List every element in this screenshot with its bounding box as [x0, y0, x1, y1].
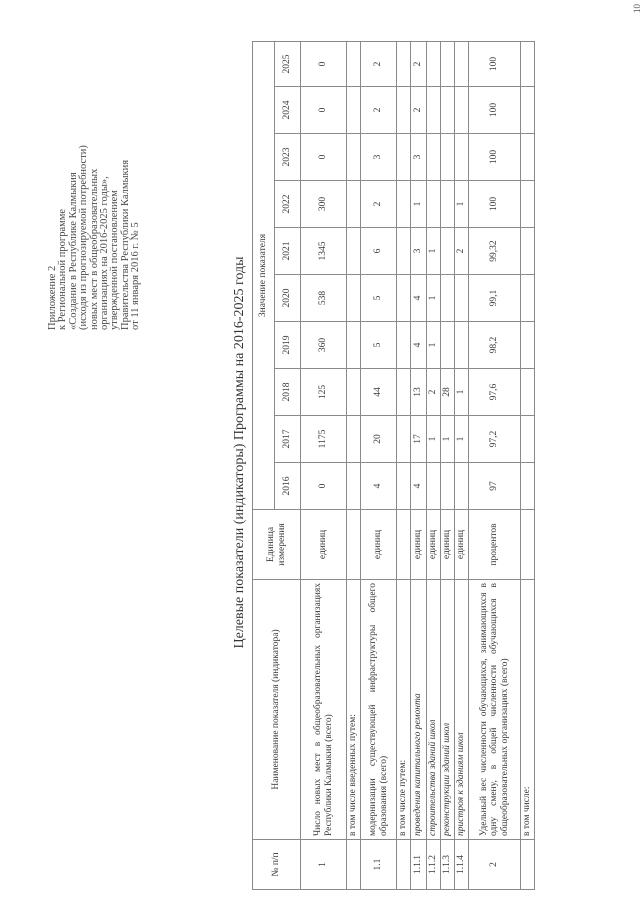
unit-cell: единиц: [455, 510, 469, 580]
value-cell: [427, 87, 441, 134]
value-cell: [347, 87, 361, 134]
value-cell: 100: [469, 134, 521, 181]
value-cell: [397, 41, 411, 86]
value-cell: [441, 463, 455, 510]
unit-cell: единиц: [301, 510, 347, 580]
year-header: 2020: [275, 275, 301, 322]
indicator-name: в том числе путем:: [397, 580, 411, 840]
value-cell: [521, 134, 535, 181]
value-cell: [455, 41, 469, 86]
value-cell: 97: [469, 463, 521, 510]
value-cell: 0: [301, 41, 347, 86]
table-row: [397, 41, 411, 889]
value-cell: 20: [361, 416, 397, 463]
value-cell: 1: [427, 322, 441, 369]
appendix-line: Правительства Республики Калмыкия: [119, 159, 131, 330]
value-cell: 99,32: [469, 228, 521, 275]
value-cell: 100: [469, 87, 521, 134]
year-header: 2025: [275, 41, 301, 86]
value-cell: [397, 181, 411, 228]
indicator-name: проведения капитального ремонта: [411, 580, 427, 840]
value-cell: 97,2: [469, 416, 521, 463]
value-cell: 1: [411, 181, 427, 228]
value-cell: 4: [411, 463, 427, 510]
value-cell: 44: [361, 369, 397, 416]
value-cell: [347, 322, 361, 369]
value-cell: 13: [411, 369, 427, 416]
document-title: Целевые показатели (индикаторы) Программы на 2016-2025 годы: [232, 256, 247, 649]
value-cell: [397, 134, 411, 181]
indicator-name: Удельный вес численности обучающихся, занимающихся в одну смену, в общей численности обучающихся в общеобразовательных организациях (всего): [469, 580, 521, 840]
value-cell: 0: [301, 87, 347, 134]
value-cell: 1: [427, 228, 441, 275]
appendix-line: утвержденной постановлением: [109, 190, 121, 330]
value-cell: [427, 134, 441, 181]
unit-cell: единиц: [427, 510, 441, 580]
value-cell: [441, 134, 455, 181]
table-row: [347, 41, 361, 889]
value-cell: [455, 463, 469, 510]
value-cell: [441, 181, 455, 228]
value-cell: 1: [455, 369, 469, 416]
value-cell: 360: [301, 322, 347, 369]
value-cell: 2: [411, 41, 427, 86]
value-cell: [521, 463, 535, 510]
header-name: Наименование показателя (индикатора): [253, 580, 301, 840]
value-cell: 3: [411, 134, 427, 181]
indicator-name: модернизации существующей инфраструктуры общего образования (всего): [361, 580, 397, 840]
year-header: 2024: [275, 87, 301, 134]
value-cell: [521, 275, 535, 322]
table-row: [361, 41, 397, 889]
appendix-line: от 11 января 2016 г. № 5: [130, 222, 142, 330]
table-row: [411, 41, 427, 889]
page-number: 10: [632, 4, 642, 13]
value-cell: [427, 181, 441, 228]
value-cell: [347, 369, 361, 416]
value-cell: [455, 275, 469, 322]
value-cell: 2: [411, 87, 427, 134]
value-cell: 2: [455, 228, 469, 275]
row-number: 1.1: [361, 840, 397, 890]
appendix-line: к Региональной программе: [57, 208, 69, 330]
value-cell: [347, 228, 361, 275]
row-number: 2: [469, 840, 521, 890]
value-cell: [347, 181, 361, 228]
value-cell: [397, 369, 411, 416]
value-cell: [441, 41, 455, 86]
appendix-line: организациях на 2016-2025 годы»,: [99, 176, 111, 330]
header-num: № п/п: [253, 840, 301, 890]
value-cell: [427, 41, 441, 86]
indicator-name: в том числе:: [521, 580, 535, 840]
appendix-line: (исходя из прогнозируемой потребности): [78, 145, 90, 330]
value-cell: 1: [455, 181, 469, 228]
unit-cell: единиц: [441, 510, 455, 580]
value-cell: 1: [441, 416, 455, 463]
table-body: [301, 41, 535, 889]
value-cell: [521, 87, 535, 134]
value-cell: 2: [427, 369, 441, 416]
value-cell: 5: [361, 275, 397, 322]
year-header: 2018: [275, 369, 301, 416]
value-cell: 2: [361, 87, 397, 134]
value-cell: [441, 228, 455, 275]
row-number: 1: [301, 840, 347, 890]
value-cell: 1: [427, 275, 441, 322]
row-number: 1.1.2: [427, 840, 441, 890]
value-cell: 4: [411, 322, 427, 369]
year-header: 2023: [275, 134, 301, 181]
value-cell: 17: [411, 416, 427, 463]
indicator-name: в том числе введенных путем:: [347, 580, 361, 840]
value-cell: [347, 134, 361, 181]
value-cell: [455, 134, 469, 181]
value-cell: [521, 41, 535, 86]
value-cell: [347, 463, 361, 510]
value-cell: 1: [455, 416, 469, 463]
year-header: 2017: [275, 416, 301, 463]
header-values: Значение показателя: [253, 41, 275, 509]
value-cell: [455, 87, 469, 134]
row-number: 1.1.1: [411, 840, 427, 890]
row-number: 1.1.3: [441, 840, 455, 890]
indicator-name: пристроя к зданиям школ: [455, 580, 469, 840]
unit-cell: [397, 510, 411, 580]
appendix-line: Приложение 2: [47, 265, 58, 330]
indicator-name: реконструкции зданий школ: [441, 580, 455, 840]
appendix-line: «Создание в Республике Калмыкия: [67, 172, 79, 330]
value-cell: 97,6: [469, 369, 521, 416]
value-cell: 538: [301, 275, 347, 322]
table-row: [469, 41, 521, 889]
value-cell: [397, 463, 411, 510]
row-number: 1.1.4: [455, 840, 469, 890]
table-row: [521, 41, 535, 889]
indicator-name: строительства зданий школ: [427, 580, 441, 840]
appendix-note: [48, 30, 142, 330]
table-row: [455, 41, 469, 889]
value-cell: [521, 228, 535, 275]
value-cell: 98,2: [469, 322, 521, 369]
value-cell: 1175: [301, 416, 347, 463]
value-cell: [397, 228, 411, 275]
table-row: [427, 41, 441, 889]
value-cell: 300: [301, 181, 347, 228]
value-cell: 2: [361, 41, 397, 86]
value-cell: [521, 322, 535, 369]
value-cell: [441, 275, 455, 322]
value-cell: [347, 275, 361, 322]
row-number: [521, 840, 535, 890]
header-unit: Единица измерения: [253, 510, 301, 580]
unit-cell: единиц: [411, 510, 427, 580]
value-cell: 1345: [301, 228, 347, 275]
value-cell: [397, 416, 411, 463]
value-cell: 5: [361, 322, 397, 369]
value-cell: [441, 87, 455, 134]
value-cell: [441, 322, 455, 369]
year-header: 2016: [275, 463, 301, 510]
value-cell: [521, 416, 535, 463]
appendix-line: новых мест в общеобразовательных: [88, 168, 100, 330]
value-cell: 0: [301, 463, 347, 510]
value-cell: 100: [469, 181, 521, 228]
value-cell: 3: [411, 228, 427, 275]
indicator-name: Число новых мест в общеобразовательных организациях Республики Калмыкия (всего): [301, 580, 347, 840]
unit-cell: процентов: [469, 510, 521, 580]
unit-cell: единиц: [361, 510, 397, 580]
value-cell: [521, 369, 535, 416]
value-cell: [455, 322, 469, 369]
unit-cell: [521, 510, 535, 580]
value-cell: 0: [301, 134, 347, 181]
value-cell: 28: [441, 369, 455, 416]
value-cell: 125: [301, 369, 347, 416]
value-cell: [397, 275, 411, 322]
year-header: 2021: [275, 228, 301, 275]
year-header: 2019: [275, 322, 301, 369]
value-cell: [427, 463, 441, 510]
value-cell: 6: [361, 228, 397, 275]
value-cell: 99,1: [469, 275, 521, 322]
table-row: [441, 41, 455, 889]
table-row: [301, 41, 347, 889]
row-number: [347, 840, 361, 890]
year-header: 2022: [275, 181, 301, 228]
value-cell: [347, 41, 361, 86]
value-cell: [347, 416, 361, 463]
value-cell: 4: [361, 463, 397, 510]
value-cell: [521, 181, 535, 228]
value-cell: 100: [469, 41, 521, 86]
value-cell: 1: [427, 416, 441, 463]
value-cell: 4: [411, 275, 427, 322]
value-cell: [397, 87, 411, 134]
unit-cell: [347, 510, 361, 580]
indicators-table: [252, 41, 535, 890]
value-cell: 2: [361, 181, 397, 228]
value-cell: 3: [361, 134, 397, 181]
row-number: [397, 840, 411, 890]
value-cell: [397, 322, 411, 369]
